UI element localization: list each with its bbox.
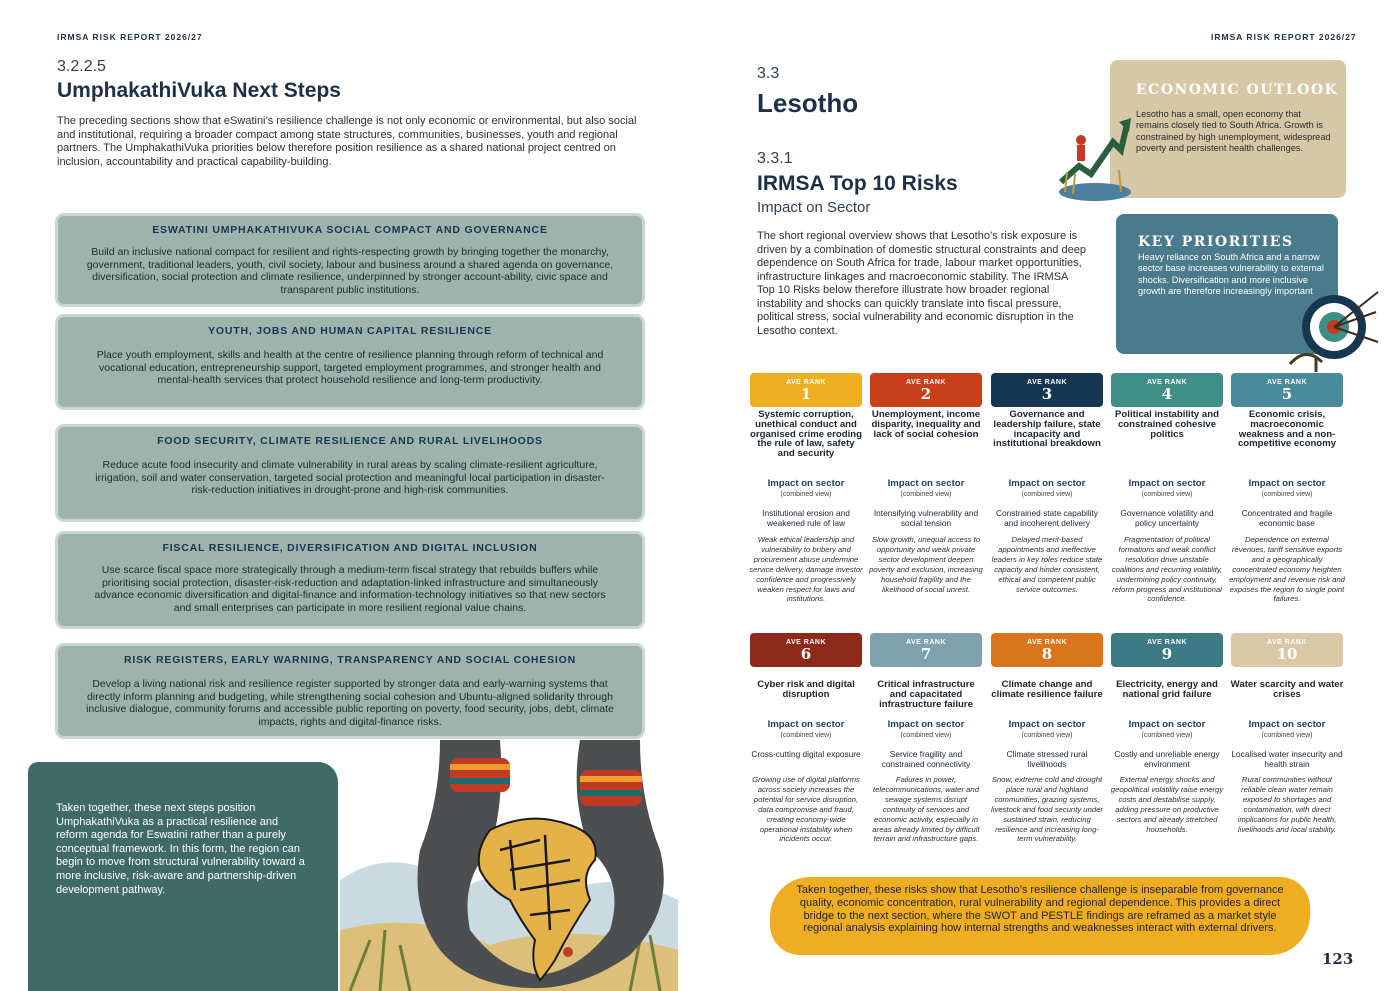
- panel-text: Develop a living national risk and resilience register supported by stronger data and early-warning systems that directly inform planning and budgeting, while strengthening social cohesion and Ubuntu-aligned solidarity through inclusive dialogue, community forums and accessible public reporting on poverty, food security, jobs, debt, climate impacts, rights and digital-finance risks.: [86, 678, 614, 728]
- combined-view-label: (combined view): [780, 732, 832, 739]
- rank-label: AVE RANK: [1146, 639, 1188, 646]
- target-icon: [1286, 282, 1382, 372]
- intro-right: The short regional overview shows that Lesotho’s risk exposure is driven by a combination of domestic structural constraints and deep dependence on South Africa for trade, labour market opportunities, infrastructure linkages and macroeconomic stability. The IRMSA Top 10 Risks below therefore illustrate how broader regional instability and shocks can quickly translate into fiscal pressure, political stress, social vulnerability and economic disruption in the Lesotho context.: [757, 230, 1086, 337]
- impact-label: Impact on sector: [887, 478, 965, 489]
- impact-label: Impact on sector: [1128, 478, 1206, 489]
- risk-impact-summary: Concentrated and fragile economic base: [1241, 508, 1333, 528]
- combined-view-label: (combined view): [1261, 491, 1313, 498]
- rank-label: AVE RANK: [785, 379, 827, 386]
- risk-description: Growing use of digital platforms across society increases the potential for service disruption, data compromise and fraud, creating economy-wide operational instability when incidents occur.: [752, 775, 860, 844]
- panel-food-security: [58, 427, 642, 519]
- combined-view-label: (combined view): [900, 732, 952, 739]
- risk-impact-summary: Cross-cutting digital exposure: [751, 749, 861, 759]
- risk-impact-summary: Governance volatility and policy uncertainty: [1120, 508, 1214, 528]
- risk-description: External energy shocks and geopolitical volatility raise energy costs and destabilise supply, adding pressure on productive sectors and already stretched households.: [1110, 775, 1224, 834]
- impact-label: Impact on sector: [1008, 719, 1086, 730]
- combined-view-label: (combined view): [1021, 732, 1073, 739]
- section-title-left: UmphakathiVuka Next Steps: [57, 79, 341, 102]
- combined-view-label: (combined view): [1261, 732, 1313, 739]
- risk-impact-summary: Climate stressed rural livelihoods: [1006, 749, 1088, 769]
- rank-number: 10: [1276, 645, 1298, 663]
- rank-label: AVE RANK: [905, 379, 947, 386]
- rank-number: 3: [1041, 385, 1053, 403]
- section-number-left: 3.2.2.5: [57, 58, 106, 75]
- rank-badge: [1231, 373, 1343, 407]
- panel-text: Reduce acute food insecurity and climate vulnerability in rural areas by scaling climate-resilient agriculture, irrigation, soil and water conservation, targeted social protection and meaningful local participation in disaster-risk-reduction initiatives in drought-prone and high-risk communities.: [95, 459, 605, 496]
- page-number: 123: [1322, 950, 1354, 968]
- rank-number: 1: [800, 385, 812, 403]
- combined-view-label: (combined view): [780, 491, 832, 498]
- panel-title: RISK REGISTERS, EARLY WARNING, TRANSPARENCY AND SOCIAL COHESION: [124, 654, 576, 666]
- combined-view-label: (combined view): [1021, 491, 1073, 498]
- risk-impact-summary: Localised water insecurity and health strain: [1231, 749, 1343, 769]
- hands-africa-illustration: [340, 740, 678, 991]
- section-number-right: 3.3: [757, 65, 780, 82]
- panel-title: FOOD SECURITY, CLIMATE RESILIENCE AND RURAL LIVELIHOODS: [157, 435, 543, 447]
- panel-text: Use scarce fiscal space more strategically through a medium-term fiscal strategy that rebuilds buffers while prioritising social protection, disaster-risk-reduction and adaptation-linked infrastructure and simultaneously advance economic diversification and digital-finance and information-technology initiatives so that new sectors and small enterprises can participate in more resilient regional value chains.: [94, 564, 606, 614]
- risk-description: Fragmentation of political formations and weak conflict resolution drive unstable coalitions and recurring volatility, undermining policy continuity, reform progress and institutional confidence.: [1111, 535, 1223, 604]
- risk-description: Dependence on external revenues, tariff sensitive exports and a geographically concentrated economy heighten employment and revenue risk and exposes the region to single point failures.: [1229, 535, 1345, 604]
- risk-impact-summary: Intensifying vulnerability and social tension: [873, 508, 979, 528]
- risk-impact-summary: Costly and unreliable energy environment: [1114, 749, 1220, 769]
- intro-left: The preceding sections show that eSwatini’s resilience challenge is not only economic or environmental, but also social and institutional, requiring a broader compact among state structures, communities, businesses, youth and regional partners. The UmphakathiVuka priorities below therefore position resilience as a shared national project centred on inclusion, accountability and practical capability-building.: [57, 115, 637, 168]
- rank-badge: [991, 633, 1103, 667]
- risk-description: Snow, extreme cold and drought place rural and highland communities, grazing systems, livestock and food security under sustained strain, reducing resilience and increasing long-term vulnerability.: [991, 775, 1103, 844]
- rank-label: AVE RANK: [785, 639, 827, 646]
- outlook-title: ECONOMIC OUTLOOK: [1136, 82, 1339, 98]
- panel-text: Place youth employment, skills and health at the centre of resilience planning through reform of technical and vocational education, entrepreneurship support, targeted employment programmes, and stronger health and mental-health services that protect household resilience and long-term productivity.: [96, 349, 604, 386]
- risk-description: Rural communities without reliable clean water remain exposed to shortages and contamination, with direct implications for public health, livelihoods and local stability.: [1237, 775, 1337, 834]
- rank-badge: [870, 373, 982, 407]
- subsection-number: 3.3.1: [757, 150, 793, 167]
- rank-badge: [991, 373, 1103, 407]
- rank-number: 7: [920, 645, 932, 663]
- rank-number: 6: [800, 645, 812, 663]
- rank-badge: [1111, 373, 1223, 407]
- impact-label: Impact on sector: [1248, 478, 1326, 489]
- impact-label: Impact on sector: [767, 719, 845, 730]
- risk-description: Weak ethical leadership and vulnerability to bribery and procurement abuse undermine service delivery, damage investor confidence and progressively weaken respect for laws and institutions.: [749, 535, 863, 604]
- rank-number: 2: [920, 385, 932, 403]
- risk-title: Systemic corruption, unethical conduct and organised crime eroding the rule of law, safety and security: [750, 409, 862, 460]
- rank-badge: [870, 633, 982, 667]
- risk-title: Electricity, energy and national grid failure: [1116, 679, 1218, 700]
- rank-number: 4: [1161, 385, 1173, 403]
- panel-social-compact: [58, 216, 642, 304]
- closing-text-right: Taken together, these risks show that Lesotho’s resilience challenge is inseparable from governance quality, economic concentration, rural vulnerability and regional dependence. This provides a direct bridge to the next section, where the SWOT and PESTLE findings are reframed as a market style regional analysis explaining how internal strengths and weaknesses interact with external drivers.: [796, 884, 1284, 935]
- economic-outlook-box: [1110, 60, 1346, 198]
- panel-title: YOUTH, JOBS AND HUMAN CAPITAL RESILIENCE: [208, 325, 492, 337]
- rank-badge: [1111, 633, 1223, 667]
- combined-view-label: (combined view): [900, 491, 952, 498]
- risk-impact-summary: Constrained state capability and incoherent delivery: [996, 508, 1098, 528]
- risk-title: Unemployment, income disparity, inequality and lack of social cohesion: [871, 409, 981, 440]
- rank-label: AVE RANK: [1266, 379, 1308, 386]
- rank-number: 8: [1041, 645, 1053, 663]
- header-left: IRMSA RISK REPORT 2026/27: [57, 32, 203, 42]
- panel-title: FISCAL RESILIENCE, DIVERSIFICATION AND DIGITAL INCLUSION: [162, 542, 538, 554]
- rank-badge: [750, 373, 862, 407]
- risk-impact-summary: Service fragility and constrained connectivity: [881, 749, 971, 769]
- combined-view-label: (combined view): [1141, 491, 1193, 498]
- panel-fiscal-resilience: [58, 534, 642, 626]
- rank-badge: [1231, 633, 1343, 667]
- impact-label: Impact on sector: [767, 478, 845, 489]
- risk-impact-summary: Institutional erosion and weakened rule of law: [762, 508, 850, 528]
- rank-label: AVE RANK: [1026, 379, 1068, 386]
- rank-label: AVE RANK: [1266, 639, 1308, 646]
- panel-text: Build an inclusive national compact for resilient and rights-respecting growth by bringing together the monarchy, government, traditional leaders, youth, civil society, labour and business around a shared agenda on governance, diversification, social protection and climate resilience, underpinned by stronger account-ability, civic space and transparent public institutions.: [86, 246, 614, 296]
- panel-risk-registers: [58, 646, 642, 736]
- rank-label: AVE RANK: [1026, 639, 1068, 646]
- risk-title: Climate change and climate resilience failure: [991, 679, 1103, 700]
- risk-title: Economic crisis, macroeconomic weakness and a non-competitive economy: [1237, 409, 1337, 450]
- rank-badge: [750, 633, 862, 667]
- rank-label: AVE RANK: [905, 639, 947, 646]
- impact-label: Impact on sector: [887, 719, 965, 730]
- combined-view-label: (combined view): [1141, 732, 1193, 739]
- impact-label: Impact on sector: [1248, 719, 1326, 730]
- section-title-right: Lesotho: [757, 88, 859, 118]
- impact-label: Impact on sector: [1128, 719, 1206, 730]
- rank-number: 9: [1161, 645, 1173, 663]
- priorities-title: KEY PRIORITIES: [1138, 234, 1294, 250]
- risk-title: Governance and leadership failure, state incapacity and institutional breakdown: [993, 409, 1101, 450]
- header-right: IRMSA RISK REPORT 2026/27: [1211, 32, 1357, 42]
- risk-description: Slow growth, unequal access to opportunity and weak private sector development deepen poverty and exclusion, increasing household fragility and the likelihood of social unrest.: [869, 535, 983, 594]
- risk-title: Cyber risk and digital disruption: [757, 679, 855, 700]
- subsection-subtitle: Impact on Sector: [757, 199, 871, 216]
- rank-number: 5: [1281, 385, 1293, 403]
- risk-title: Political instability and constrained cohesive politics: [1115, 409, 1219, 440]
- panel-youth-jobs: [58, 317, 642, 407]
- risk-description: Delayed merit-based appointments and ineffective leaders in key roles reduce state capacity and hinder consistent, ethical and competent public service outcomes.: [991, 535, 1103, 594]
- panel-title: ESWATINI UMPHAKATHIVUKA SOCIAL COMPACT AND GOVERNANCE: [152, 224, 548, 236]
- impact-label: Impact on sector: [1008, 478, 1086, 489]
- closing-text-left: Taken together, these next steps position UmphakathiVuka as a practical resilience and reform agenda for Eswatini rather than a purely conceptual framework. In this form, the region can begin to move from structural vulnerability toward a more inclusive, risk-aware and partnership-driven development pathway.: [56, 802, 305, 896]
- risk-title: Critical infrastructure and capacitated infrastructure failure: [877, 679, 975, 710]
- priorities-text: Heavy reliance on South Africa and a narrow sector base increases vulnerability to external shocks. Diversification and more inclusive growth are therefore increasingly important: [1138, 252, 1324, 296]
- rank-label: AVE RANK: [1146, 379, 1188, 386]
- risk-description: Failures in power, telecommunications, water and sewage systems disrupt continuity of services and economic activity, especially in areas already limited by difficult terrain and infrastructure gaps.: [872, 775, 980, 844]
- risk-title: Water scarcity and water crises: [1230, 679, 1344, 700]
- growth-chart-icon: [1055, 112, 1133, 204]
- subsection-title: IRMSA Top 10 Risks: [757, 172, 958, 195]
- outlook-text: Lesotho has a small, open economy that remains closely tied to South Africa. Growth is constrained by high unemployment, widespread poverty and persistent health challenges.: [1136, 109, 1331, 153]
